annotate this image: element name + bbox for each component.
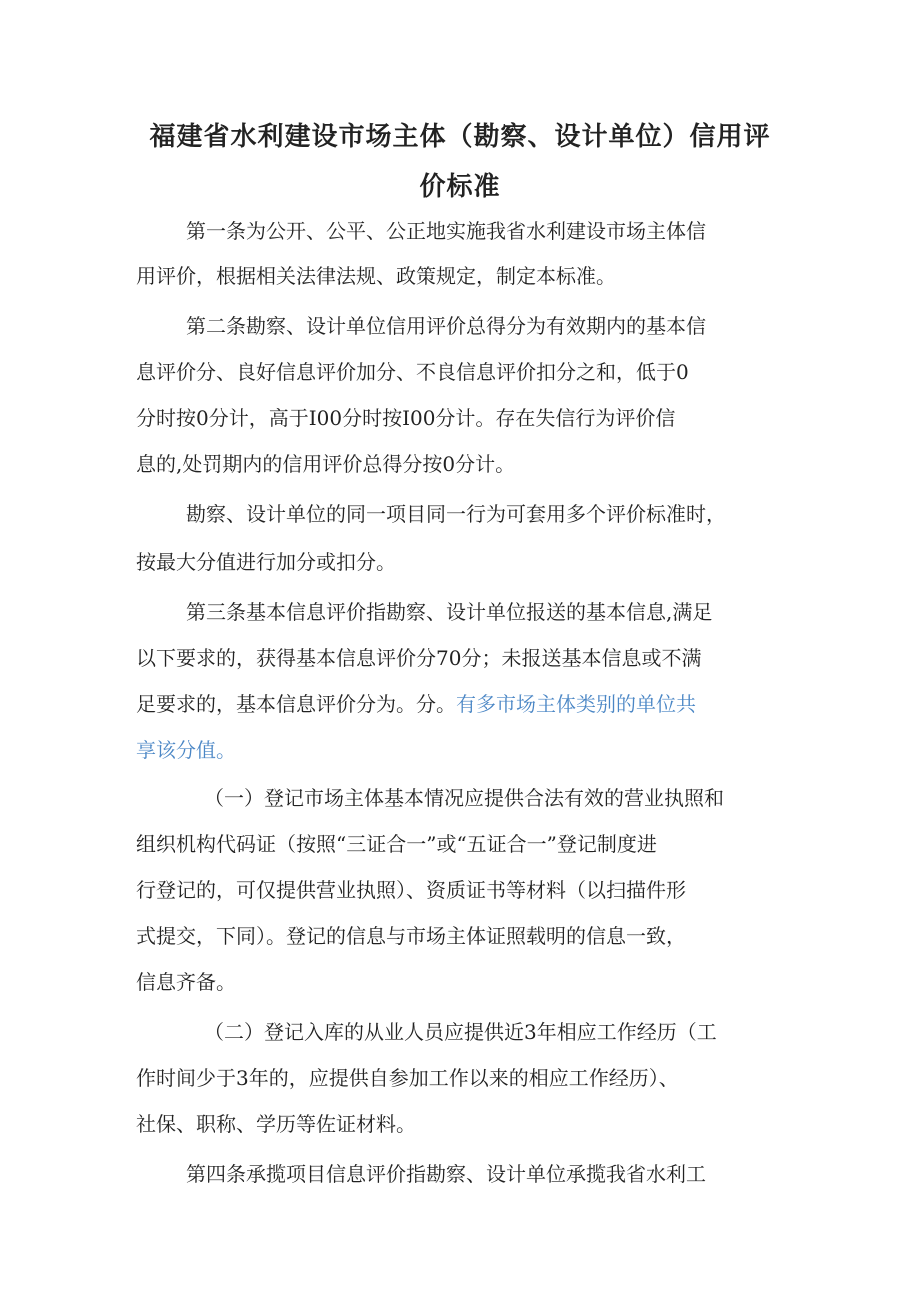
paragraph-item-2-line-2: 作时间少于3年的，应提供自参加工作以来的相应工作经历）、: [136, 1066, 679, 1090]
paragraph-article-4-line-1: 第四条承揽项目信息评价指勘察、设计单位承揽我省水利工: [186, 1162, 706, 1186]
paragraph-article-3-line-1: 第三条基本信息评价指勘察、设计单位报送的基本信息,满足: [186, 600, 713, 624]
document-title-line-2: 价标准: [419, 172, 501, 202]
paragraph-scoring-line-1: 勘察、设计单位的同一项目同一行为可套用多个评价标准时，: [186, 502, 726, 526]
paragraph-article-2-line-1: 第二条勘察、设计单位信用评价总得分为有效期内的基本信: [186, 314, 706, 338]
article-3-line-3-text: 足要求的，基本信息评价分为。分。: [136, 692, 456, 716]
paragraph-article-3-line-3: [136, 690, 696, 718]
document-title-line-1: 福建省水利建设市场主体（勘察、设计单位）信用评: [149, 122, 771, 152]
highlighted-note-part-1: 有多市场主体类别的单位共: [456, 692, 696, 716]
paragraph-article-2-line-2: 息评价分、良好信息评价加分、不良信息评价扣分之和，低于0: [136, 360, 689, 384]
paragraph-article-1-line-2: 用评价，根据相关法律法规、政策规定，制定本标准。: [136, 264, 616, 288]
paragraph-item-1-line-4: 式提交，下同）。登记的信息与市场主体证照载明的信息一致，: [136, 924, 686, 948]
paragraph-item-1-line-1: （一）登记市场主体基本情况应提供合法有效的营业执照和: [204, 786, 724, 810]
paragraph-article-2-line-4: 息的,处罚期内的信用评价总得分按0分计。: [136, 452, 516, 476]
paragraph-item-2-line-3: 社保、职称、学历等佐证材料。: [136, 1112, 416, 1136]
highlighted-note-part-2: 享该分值。: [136, 738, 236, 762]
paragraph-article-3-line-2: 以下要求的，获得基本信息评价分70分；未报送基本信息或不满: [136, 646, 702, 670]
paragraph-item-1-line-2: 组织机构代码证（按照“三证合一”或“五证合一”登记制度进: [136, 832, 657, 856]
paragraph-scoring-line-2: 按最大分值进行加分或扣分。: [136, 550, 396, 574]
paragraph-article-2-line-3: 分时按0分计，高于I00分时按I00分计。存在失信行为评价信: [136, 406, 676, 430]
paragraph-article-1-line-1: 第一条为公开、公平、公正地实施我省水利建设市场主体信: [186, 219, 706, 243]
paragraph-item-1-line-5: 信息齐备。: [136, 970, 236, 994]
paragraph-item-2-line-1: （二）登记入库的从业人员应提供近3年相应工作经历（工: [204, 1020, 717, 1044]
paragraph-item-1-line-3: 行登记的，可仅提供营业执照）、资质证书等材料（以扫描件形: [136, 878, 686, 902]
